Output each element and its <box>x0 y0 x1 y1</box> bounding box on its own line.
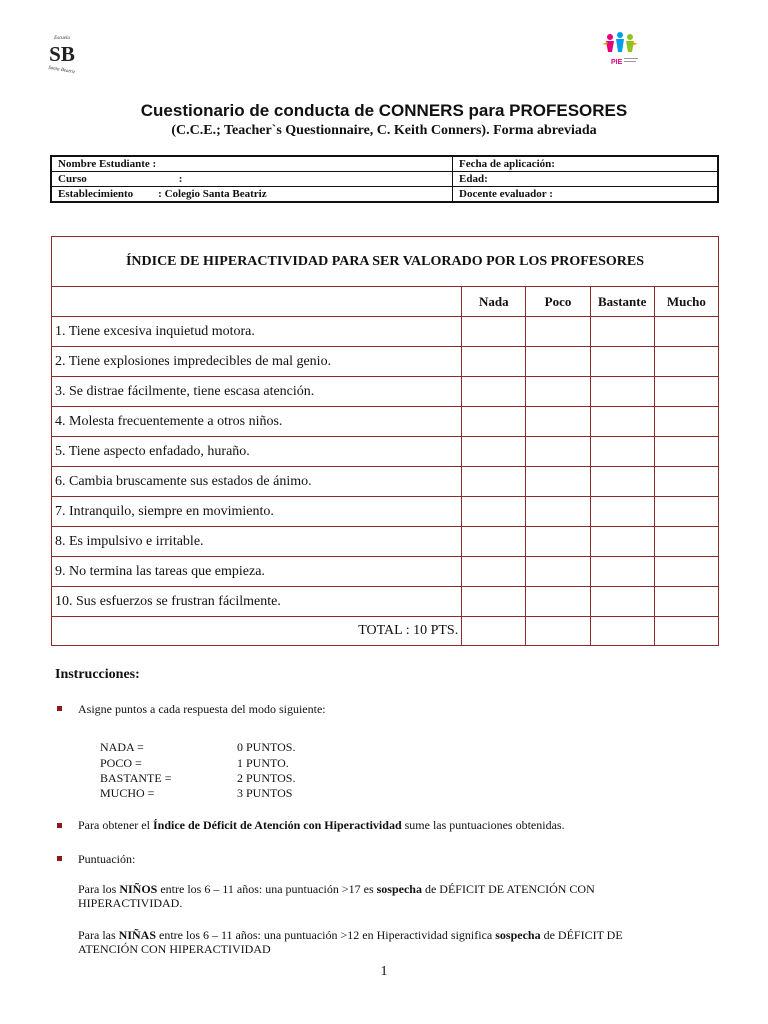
page-title: Cuestionario de conducta de CONNERS para PROFESORES <box>140 101 628 120</box>
answer-cell-nada[interactable] <box>462 377 526 407</box>
school-value: : Colegio Santa Beatriz <box>158 188 267 200</box>
answer-cell-bastante[interactable] <box>590 557 654 587</box>
answer-cell-nada[interactable] <box>462 437 526 467</box>
table-row <box>52 407 719 437</box>
total-cell-nada[interactable] <box>462 617 526 646</box>
school-field <box>51 187 453 203</box>
answer-cell-mucho[interactable] <box>654 407 718 437</box>
answer-cell-bastante[interactable] <box>590 317 654 347</box>
total-cell-bastante[interactable] <box>590 617 654 646</box>
answer-cell-mucho[interactable] <box>654 557 718 587</box>
item-text: 8. Es impulsivo e irritable. <box>52 527 462 557</box>
total-label: TOTAL : 10 PTS. <box>52 617 462 646</box>
answer-cell-nada[interactable] <box>462 497 526 527</box>
column-header-empty <box>52 287 462 317</box>
points-label-bastante: BASTANTE = <box>100 771 172 785</box>
column-header-mucho: Mucho <box>654 287 718 317</box>
instruction-scoring: Puntuación: <box>78 852 136 866</box>
teacher-label: Docente evaluador : <box>459 188 553 200</box>
answer-cell-poco[interactable] <box>526 527 590 557</box>
answer-cell-poco[interactable] <box>526 557 590 587</box>
table-row <box>52 527 719 557</box>
column-header-poco: Poco <box>526 287 590 317</box>
item-text: 2. Tiene explosiones impredecibles de mal genio. <box>52 347 462 377</box>
item-text: 5. Tiene aspecto enfadado, huraño. <box>52 437 462 467</box>
answer-cell-poco[interactable] <box>526 407 590 437</box>
answer-cell-bastante[interactable] <box>590 527 654 557</box>
table-row <box>52 497 719 527</box>
answer-cell-bastante[interactable] <box>590 437 654 467</box>
points-value-bastante: 2 PUNTOS. <box>237 771 296 785</box>
points-value-mucho: 3 PUNTOS <box>237 786 293 800</box>
item-text: 4. Molesta frecuentemente a otros niños. <box>52 407 462 437</box>
course-field[interactable] <box>51 172 453 187</box>
pie-program-logo <box>598 30 642 70</box>
item-text: 1. Tiene excesiva inquietud motora. <box>52 317 462 347</box>
table-row <box>52 317 719 347</box>
school-crest-logo <box>40 32 84 74</box>
page-subtitle: (C.C.E.; Teacher`s Questionnaire, C. Keith Conners). Forma abreviada <box>171 123 597 138</box>
course-colon: : <box>178 173 183 185</box>
bullet-icon <box>57 823 62 828</box>
answer-cell-nada[interactable] <box>462 347 526 377</box>
item-text: 6. Cambia bruscamente sus estados de ánimo. <box>52 467 462 497</box>
points-value-nada: 0 PUNTOS. <box>237 740 296 754</box>
answer-cell-mucho[interactable] <box>654 437 718 467</box>
answer-cell-bastante[interactable] <box>590 497 654 527</box>
school-label: Establecimiento <box>58 188 134 200</box>
answer-cell-bastante[interactable] <box>590 587 654 617</box>
hyperactivity-table <box>51 236 719 646</box>
answer-cell-nada[interactable] <box>462 527 526 557</box>
table-heading: ÍNDICE DE HIPERACTIVIDAD PARA SER VALORADO POR LOS PROFESORES <box>52 237 719 287</box>
answer-cell-mucho[interactable] <box>654 587 718 617</box>
answer-cell-mucho[interactable] <box>654 347 718 377</box>
instructions-title: Instrucciones: <box>55 667 140 682</box>
bullet-icon <box>57 706 62 711</box>
answer-cell-bastante[interactable] <box>590 377 654 407</box>
answer-cell-mucho[interactable] <box>654 467 718 497</box>
answer-cell-mucho[interactable] <box>654 527 718 557</box>
points-label-poco: POCO = <box>100 756 142 770</box>
item-text: 7. Intranquilo, siempre en movimiento. <box>52 497 462 527</box>
age-field[interactable] <box>453 172 719 187</box>
page-number: 1 <box>380 964 388 979</box>
column-header-bastante: Bastante <box>590 287 654 317</box>
teacher-field[interactable] <box>453 187 719 203</box>
table-row <box>52 587 719 617</box>
logo-top-text: Escuela <box>54 36 70 41</box>
answer-cell-poco[interactable] <box>526 437 590 467</box>
answer-cell-nada[interactable] <box>462 407 526 437</box>
item-text: 3. Se distrae fácilmente, tiene escasa atención. <box>52 377 462 407</box>
answer-cell-bastante[interactable] <box>590 347 654 377</box>
table-row <box>52 377 719 407</box>
instruction-assign-points: Asigne puntos a cada respuesta del modo siguiente: <box>78 702 326 716</box>
application-date-label: Fecha de aplicación: <box>459 158 555 170</box>
table-row <box>52 557 719 587</box>
answer-cell-mucho[interactable] <box>654 317 718 347</box>
answer-cell-mucho[interactable] <box>654 497 718 527</box>
logo-monogram: SB <box>49 42 75 66</box>
age-label: Edad: <box>459 173 488 185</box>
instruction-sum-scores: Para obtener el Índice de Déficit de Atención con Hiperactividad sume las puntuaciones obtenidas. <box>78 818 565 832</box>
answer-cell-bastante[interactable] <box>590 467 654 497</box>
item-text: 9. No termina las tareas que empieza. <box>52 557 462 587</box>
points-value-poco: 1 PUNTO. <box>237 756 289 770</box>
item-text: 10. Sus esfuerzos se frustran fácilmente. <box>52 587 462 617</box>
points-label-mucho: MUCHO = <box>100 786 155 800</box>
column-header-nada: Nada <box>462 287 526 317</box>
answer-cell-poco[interactable] <box>526 467 590 497</box>
answer-cell-mucho[interactable] <box>654 377 718 407</box>
answer-cell-poco[interactable] <box>526 347 590 377</box>
application-date-field[interactable] <box>453 156 719 172</box>
total-cell-poco[interactable] <box>526 617 590 646</box>
bullet-icon <box>57 856 62 861</box>
answer-cell-poco[interactable] <box>526 587 590 617</box>
answer-cell-nada[interactable] <box>462 467 526 497</box>
answer-cell-nada[interactable] <box>462 587 526 617</box>
answer-cell-poco[interactable] <box>526 317 590 347</box>
table-row <box>52 467 719 497</box>
answer-cell-poco[interactable] <box>526 497 590 527</box>
student-info-table <box>50 155 719 203</box>
course-label: Curso <box>58 173 87 185</box>
pie-logo-text: PIE <box>611 59 623 66</box>
points-label-nada: NADA = <box>100 740 144 754</box>
scoring-girls-text: Para las NIÑAS entre los 6 – 11 años: una puntuación >12 en Hiperactividad significa sospecha de DÉFICIT DE ATENCIÓN CON HIPERACTIVIDAD <box>78 928 623 956</box>
total-row <box>52 617 719 646</box>
logo-bottom-text: Santa Beatriz <box>47 65 76 74</box>
answer-cell-nada[interactable] <box>462 557 526 587</box>
answer-cell-nada[interactable] <box>462 317 526 347</box>
student-name-label: Nombre Estudiante : <box>58 158 157 170</box>
answer-cell-bastante[interactable] <box>590 407 654 437</box>
total-cell-mucho[interactable] <box>654 617 718 646</box>
table-row <box>52 347 719 377</box>
scoring-boys-text: Para los NIÑOS entre los 6 – 11 años: una puntuación >17 es sospecha de DÉFICIT DE ATENCIÓN CON HIPERACTIVIDAD. <box>78 882 595 910</box>
answer-cell-poco[interactable] <box>526 377 590 407</box>
student-name-field[interactable] <box>51 156 453 172</box>
table-row <box>52 437 719 467</box>
